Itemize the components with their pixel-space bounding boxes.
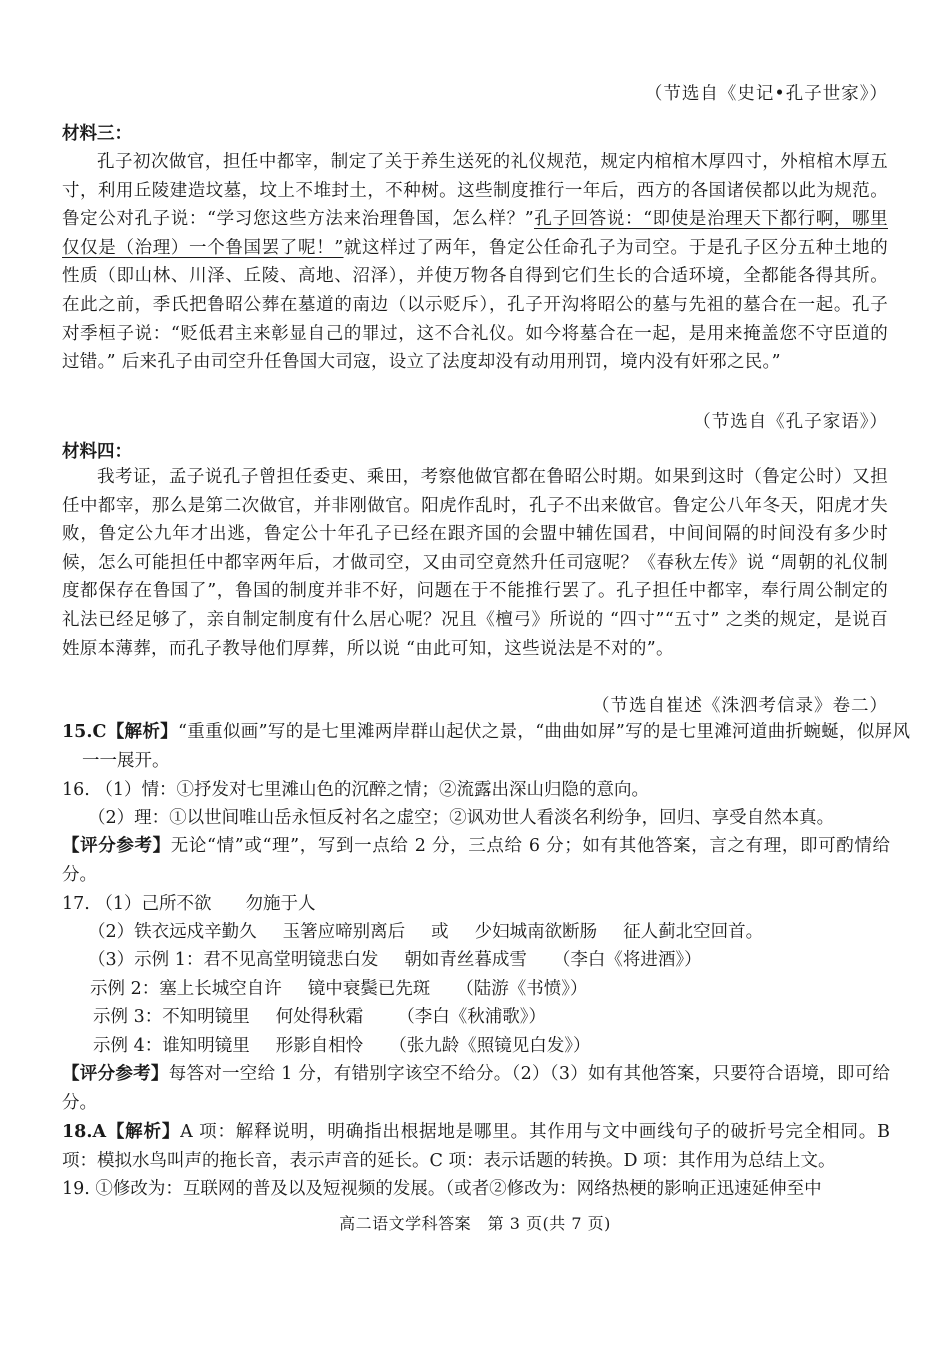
example2-source: （陆游《书愤》） [456, 979, 588, 999]
material4-heading: 材料四： [62, 442, 132, 462]
example4-line-a: 示例 4：谁知明镜里 [93, 1036, 250, 1056]
answer-18-label: 18.A【解析】 [62, 1122, 181, 1142]
material4-text: 我考证，孟子说孔子曾担任委吏、乘田，考察他做官都在鲁昭公时期。如果到这时（鲁定公时）又担任中都宰，那么是第二次做官，并非刚做官。阳虎作乱时，孔子不出来做官。鲁定公八年冬天，阳虎才失败，鲁定公九年才出逃，鲁定公十年孔子已经在跟齐国的会盟中辅佐国君，中间间隔的时间没有多少时候，怎么可能担任中都宰两年后，才做司空，又由司空竟然升任司寇呢？《春秋左传》说 “周朝的礼仪制度都保存在鲁国了”，鲁国的制度并非不好，问题在于不能推行罢了。孔子担任中都宰，奉行周公制定的礼法已经足够了，亲自制定制度有什么居心呢？况且《檀弓》所说的 “四寸”“五寸” 之类的规定，是说百姓原本薄葬，而孔子教导他们厚葬，所以说 “由此可知，这些说法是不对的”。 [62, 467, 888, 659]
answer-16-scoring-label: 【评分参考】 [62, 836, 171, 856]
answer-17-part2-d: 征人蓟北空回首。 [623, 922, 764, 942]
answer-17-part3-example4 [93, 1032, 590, 1060]
answer-17-part2-or: 或 [431, 922, 449, 942]
answer-17-part3-example1 [88, 946, 702, 974]
answer-17-part3-example3 [93, 1003, 546, 1031]
answer-16-scoring-text: 无论“情”或“理”，写到一点给 2 分，三点给 6 分；如有其他答案，言之有理，即可酌情给分。 [62, 836, 890, 885]
answer-17-part1-b: 勿施于人 [245, 894, 316, 914]
source-zhusikaoxinlu: （节选自崔述《洙泗考信录》卷二） [592, 696, 888, 716]
answer-19: 19. ①修改为：互联网的普及以及短视频的发展。（或者②修改为：网络热梗的影响正迅速延伸至中 [62, 1179, 822, 1199]
example4-line-b: 形影自相怜 [275, 1036, 364, 1056]
answer-15 [62, 718, 910, 775]
answer-15-label: 15.C【解析】 [62, 722, 179, 742]
example1-line-a: （3）示例 1：君不见高堂明镜悲白发 [88, 950, 379, 970]
material3-underlined-sentence: 孔子回答说：“即使是治理天下都行啊，哪里仅仅是（治理）一个鲁国罢了呢！” [62, 209, 888, 258]
example3-line-b: 何处得秋霜 [275, 1007, 364, 1027]
answer-17-part2-c: 少妇城南欲断肠 [474, 922, 598, 942]
answer-16-scoring [62, 832, 890, 889]
example2-line-a: 示例 2：塞上长城空自许 [90, 979, 282, 999]
answer-17-scoring [62, 1060, 890, 1117]
source-kongzijiayu: （节选自《孔子家语》） [693, 412, 888, 432]
material3-text-a: 孔子初次做官，担任中都宰，制定了关于养生送死的礼仪规范，规定内棺棺木厚四寸，外棺棺木厚五寸，利用丘陵建造坟墓，坟上不堆封土，不种树。这些制度推行一年后，西方的各国诸侯都以此为规范。鲁定公对孔子说：“学习您这些方法来治理鲁国，怎么样？” [62, 152, 888, 230]
answer-15-text: “重重似画”写的是七里滩两岸群山起伏之景，“曲曲如屏”写的是七里滩河道曲折蜿蜒，似屏风一一展开。 [82, 722, 910, 771]
answer-17-part2 [88, 918, 763, 946]
answer-17-scoring-text: 每答对一空给 1 分，有错别字该空不给分。（2）（3）如有其他答案，只要符合语境，即可给分。 [62, 1064, 890, 1113]
page-footer: 高二语文学科答案 第 3 页(共 7 页) [339, 1214, 611, 1233]
answer-17-part2-b: 玉箸应啼别离后 [282, 922, 406, 942]
material3-heading: 材料三： [62, 124, 132, 144]
answer-16-line1: 16. （1）情：①抒发对七里滩山色的沉醉之情；②流露出深山归隐的意向。 [62, 780, 650, 800]
source-shiji: （节选自《史记•孔子世家》） [644, 84, 888, 104]
answer-17-part1 [62, 890, 316, 918]
example3-source: （李白《秋浦歌》） [397, 1007, 546, 1027]
answer-17-part2-a: （2）铁衣远戍辛勤久 [88, 922, 257, 942]
answer-17-part3-example2 [90, 975, 587, 1003]
answer-17-part1-a: 17. （1）己所不欲 [62, 894, 212, 914]
example3-line-a: 示例 3：不知明镜里 [93, 1007, 250, 1027]
answer-16-line2: （2）理：①以世间唯山岳永恒反衬名之虚空；②讽劝世人看淡名利纷争，回归、享受自然本真。 [88, 808, 835, 828]
answer-18-text: A 项：解释说明，明确指出根据地是哪里。其作用与文中画线句子的破折号完全相同。B 项：模拟水鸟叫声的拖长音，表示声音的延长。C 项：表示话题的转换。D 项：其作用为总结上文。 [62, 1122, 890, 1171]
example1-source: （李白《将进酒》） [552, 950, 702, 970]
example4-source: （张九龄《照镜见白发》） [389, 1036, 591, 1056]
answer-17-scoring-label: 【评分参考】 [62, 1064, 169, 1084]
answer-18 [62, 1118, 890, 1175]
material3-text-b: 就这样过了两年，鲁定公任命孔子为司空。于是孔子区分五种土地的性质（即山林、川泽、丘陵、高地、沼泽），并使万物各自得到它们生长的合适环境，全都能各得其所。在此之前，季氏把鲁昭公葬在墓道的南边（以示贬斥），孔子开沟将昭公的墓与先祖的墓合在一起。孔子对季桓子说：“贬低君主来彰显自己的罪过，这不合礼仪。如今将墓合在一起，是用来掩盖您不守臣道的过错。” 后来孔子由司空升任鲁国大司寇，设立了法度却没有动用刑罚，境内没有奸邪之民。” [62, 237, 888, 373]
material3-text [62, 148, 888, 377]
example2-line-b: 镜中衰鬓已先斑 [307, 979, 431, 999]
example1-line-b: 朝如青丝暮成雪 [404, 950, 527, 970]
